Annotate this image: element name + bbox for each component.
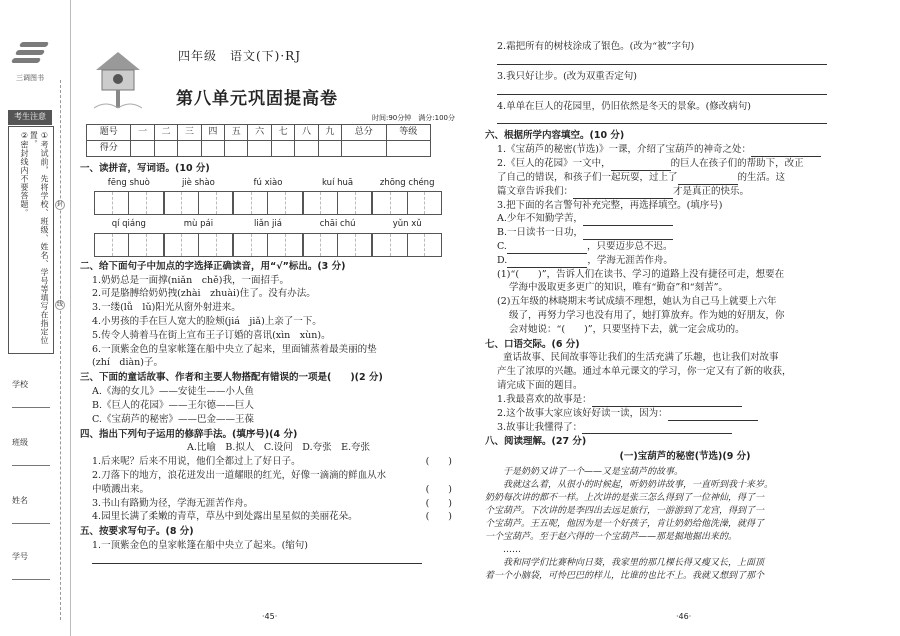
score-input-cell[interactable] <box>131 141 154 157</box>
publisher-logo <box>6 40 54 83</box>
tian-grid-cell[interactable] <box>338 233 372 257</box>
s6-item-1: 1.《宝葫芦的秘密(节选)》一课，介绍了宝葫芦的神奇之处： <box>497 144 885 157</box>
score-header-cell: 四 <box>201 125 224 141</box>
tian-grid-cell[interactable] <box>408 233 442 257</box>
binding-line <box>60 80 61 620</box>
tian-grid-cell[interactable] <box>199 191 233 215</box>
score-row-label: 得分 <box>87 141 131 157</box>
notice-title: 考生注意 <box>8 110 52 125</box>
rhetoric-item-text: 2.刀落下的地方，浪花迸发出一道耀眼的红光，好像一滴滴的鲜血从水 <box>92 469 387 481</box>
grade-subject: 四年级 语文(下)·RJ <box>178 49 302 63</box>
passage-line: 个宝葫芦。王五呢，他因为是一个好孩子，肯让奶奶给他洗澡，就得了 <box>485 519 765 530</box>
name-field[interactable]: 姓名 <box>12 496 52 524</box>
time-score-info: 时间:90分钟 满分:100分 <box>372 114 455 122</box>
word-writing-box[interactable] <box>233 233 303 257</box>
student-id-field[interactable]: 学号 <box>12 552 52 580</box>
choice-option[interactable]: C.《宝葫芦的秘密》——巴金——王葆 <box>92 413 254 425</box>
s7-q2: 2.这个故事大家应该好好读一读，因为： <box>497 408 885 421</box>
s7-paragraph: 童话故事、民间故事等让我们的生活充满了乐趣，也让我们对故事 <box>503 352 779 364</box>
rhetoric-item <box>92 484 452 497</box>
rhetoric-item <box>92 456 452 469</box>
answer-paren[interactable]: ( ) <box>425 497 452 509</box>
answer-paren[interactable]: ( ) <box>425 483 452 495</box>
tian-grid-cell[interactable] <box>303 233 338 257</box>
score-input-cell[interactable] <box>386 141 430 157</box>
writing-grid-row <box>94 233 442 257</box>
tian-grid-cell[interactable] <box>303 191 338 215</box>
exam-header <box>80 40 465 120</box>
score-header-cell: 七 <box>271 125 294 141</box>
rhetoric-item <box>92 511 452 524</box>
tian-grid-cell[interactable] <box>233 233 268 257</box>
tian-grid-cell[interactable] <box>164 233 199 257</box>
s6-item-2-cont: 了自己的错误，和孩子们一起玩耍，过上了 的生活。这 <box>497 171 786 183</box>
section-7-title: 七、口语交际。(6 分) <box>485 338 580 350</box>
pronunciation-item: 1.奶奶总是一面撑(niǎn chě)我，一面招手。 <box>92 274 289 286</box>
section-5-title: 五、按要求写句子。(8 分) <box>80 526 194 538</box>
score-header-cell: 六 <box>248 125 271 141</box>
fill-blank[interactable] <box>507 257 587 268</box>
quote-b: B.一日读书一日功， <box>497 227 885 240</box>
s6-q2: (2)五年级的林晓期末考试成绩不理想，她认为自己马上就要上六年 <box>497 296 777 308</box>
logo-swoosh-icon <box>10 40 50 72</box>
fill-blank[interactable] <box>573 188 673 199</box>
quote-a: A.少年不知勤学苦， <box>497 213 885 226</box>
pinyin-row <box>94 219 442 230</box>
tian-grid-cell[interactable] <box>372 191 407 215</box>
s7-q3: 3.故事让我懂得了： <box>497 422 885 435</box>
quote-d: D. ，学海无涯苦作舟。 <box>497 254 673 266</box>
answer-line[interactable] <box>497 117 827 124</box>
fill-blank[interactable] <box>592 396 742 407</box>
section-6-title: 六、根据所学内容填空。(10 分) <box>485 130 625 142</box>
choice-option[interactable]: A.《海的女儿》——安徒生——小人鱼 <box>92 386 254 398</box>
s6-q2-cont: 级了，再努力学习也没有用了，她打算放弃。作为她的好朋友，你 <box>509 310 785 321</box>
fill-blank[interactable] <box>583 215 673 226</box>
section-3-options <box>80 386 465 426</box>
passage-title: (一)宝葫芦的秘密(节选)(9 分) <box>619 451 751 463</box>
s6-item-2: 2.《巨人的花园》一文中， 的巨人在孩子们的帮助下，改正 <box>497 158 804 170</box>
tian-grid-cell[interactable] <box>94 233 129 257</box>
binding-strip <box>0 0 71 636</box>
s5-item-3: 3.我只好让步。(改为双重否定句) <box>497 70 637 82</box>
pinyin-label: kuí huā <box>322 177 354 188</box>
score-header-cell: 题号 <box>87 125 131 141</box>
s7-q1: 1.我最喜欢的故事是： <box>497 394 885 407</box>
tian-grid-cell[interactable] <box>94 191 129 215</box>
tian-grid-cell[interactable] <box>233 191 268 215</box>
fill-blank[interactable] <box>582 423 732 434</box>
score-input-cell[interactable] <box>271 141 294 157</box>
s6-q2-cont2: 会对她说：“( )”，只要坚持下去，就一定会成功的。 <box>509 323 745 335</box>
score-input-cell[interactable] <box>225 141 248 157</box>
word-writing-box[interactable] <box>164 233 234 257</box>
notice-box <box>8 126 54 354</box>
score-input-cell[interactable] <box>248 141 271 157</box>
pinyin-label: zhōng chéng <box>379 177 435 188</box>
pronunciation-item: 2.可是胳膊给奶奶拽(zhài zhuài)住了。没有办法。 <box>92 288 316 300</box>
word-writing-box[interactable] <box>303 191 373 215</box>
score-header-cell: 一 <box>131 125 154 141</box>
word-writing-box[interactable] <box>164 191 234 215</box>
fill-blank[interactable] <box>583 229 673 240</box>
score-input-cell[interactable] <box>342 141 386 157</box>
school-field[interactable]: 学校 <box>12 380 52 408</box>
notice-item-1: ①考试前，先将学校、班级、姓名、学号等填写在指定位置。 <box>29 131 49 345</box>
binding-mark: 线 <box>56 301 63 308</box>
pronunciation-item: (zhí diàn)子。 <box>92 357 163 369</box>
score-table-header-row <box>87 125 431 141</box>
pronunciation-item: 5.传令人骑着马在街上宣布王子订婚的喜讯(xìn xùn)。 <box>92 329 331 341</box>
answer-line[interactable] <box>497 88 827 95</box>
word-writing-box[interactable] <box>94 191 164 215</box>
class-field[interactable]: 班级 <box>12 438 52 466</box>
pinyin-label: jiè shào <box>181 177 215 188</box>
answer-line[interactable] <box>92 557 422 564</box>
passage-line: 我和同学们比赛种向日葵，我家里的那几棵长得又瘦又长，上面顶 <box>503 558 765 569</box>
pronunciation-item: 3.一缕(lǚ lǔ)阳光从窗外射进来。 <box>92 302 241 314</box>
answer-paren[interactable]: ( ) <box>425 456 452 468</box>
score-header-cell: 八 <box>295 125 318 141</box>
score-table <box>86 124 431 157</box>
passage-text <box>485 466 885 583</box>
answer-line[interactable] <box>497 58 827 65</box>
tian-grid-cell[interactable] <box>129 191 163 215</box>
tian-grid-cell[interactable] <box>129 233 163 257</box>
passage-line: …… <box>503 545 521 556</box>
fill-blank[interactable] <box>611 160 671 171</box>
rhetoric-item-text: 中喷溅出来。 <box>92 483 150 495</box>
tian-grid-cell[interactable] <box>199 233 233 257</box>
notice-item-2: ②密封线内不要答题。 <box>20 131 29 217</box>
section-8-title: 八、阅读理解。(27 分) <box>485 436 587 448</box>
score-input-cell[interactable] <box>201 141 224 157</box>
answer-paren[interactable]: ( ) <box>425 511 452 523</box>
word-writing-box[interactable] <box>303 233 373 257</box>
pronunciation-item: 6.一顶紫金色的皇家帐篷在船中央立了起来，里面铺蒸着最美丽的垫 <box>92 343 377 355</box>
s6-item-2-cont2: 篇文章告诉我们： 才是真正的快乐。 <box>497 185 750 197</box>
passage-line: 我就这么着，从很小的时候起，听奶奶讲故事，一直听到我十来岁。 <box>503 479 774 490</box>
choice-option[interactable]: B.《巨人的花园》——王尔德——巨人 <box>92 399 255 411</box>
s5-item-2: 2.霜把所有的树枝涂成了银色。(改为“被”字句) <box>497 41 695 52</box>
s6-item-3: 3.把下面的名言警句补充完整，再选择填空。(填序号) <box>497 199 723 211</box>
s5-item-4: 4.单单在巨人的花园里，仍旧依然是冬天的景象。(修改病句) <box>497 100 751 112</box>
pinyin-label: fēng shuò <box>107 177 150 188</box>
score-input-cell[interactable] <box>154 141 177 157</box>
rhetoric-item-text: 1.后来呢？后来不用说，他们全都过上了好日子。 <box>92 456 301 468</box>
quote-c: C. ，只要迈步总不迟。 <box>497 240 673 252</box>
word-writing-box[interactable] <box>94 233 164 257</box>
page-number-left: ·45· <box>262 612 278 621</box>
logo-text: 三调图书 <box>16 74 44 82</box>
pinyin-row <box>94 178 442 189</box>
rhetoric-item <box>92 470 452 483</box>
tian-grid-cell[interactable] <box>268 191 302 215</box>
page-title: 第八单元巩固提高卷 <box>176 89 338 109</box>
section-2-title: 二、给下面句子中加点的字选择正确读音，用“√”标出。(3 分) <box>80 260 346 272</box>
word-writing-box[interactable] <box>372 233 442 257</box>
pinyin-label: mù pái <box>183 219 214 230</box>
score-header-cell: 二 <box>154 125 177 141</box>
rhetoric-options: A.比喻 B.拟人 C.设问 D.夸张 E.夸张 <box>186 442 371 454</box>
passage-line: 着一个小脑袋，可怜巴巴的样儿，比谁的也比不上。我就又想到了那个 <box>485 571 765 582</box>
rhetoric-item <box>92 498 452 511</box>
section-4-items <box>80 456 465 524</box>
birdhouse-illustration-icon <box>92 48 144 110</box>
fill-blank[interactable] <box>507 243 587 254</box>
fill-blank[interactable] <box>678 174 738 185</box>
fill-blank[interactable] <box>668 410 758 421</box>
score-header-cell: 总分 <box>342 125 386 141</box>
tian-grid-cell[interactable] <box>408 191 442 215</box>
score-header-cell: 五 <box>225 125 248 141</box>
pinyin-label: fú xiào <box>253 177 283 188</box>
tian-grid-cell[interactable] <box>338 191 372 215</box>
section-3-title: 三、下面的童话故事、作者和主要人物搭配有错误的一项是( )(2 分) <box>80 372 383 384</box>
fill-blank[interactable] <box>751 146 821 157</box>
page-number-right: ·46· <box>676 612 692 621</box>
left-page <box>80 40 465 570</box>
score-table-score-row <box>87 141 431 157</box>
rhetoric-item-text: 3.书山有路勤为径，学海无涯苦作舟。 <box>92 497 254 509</box>
s7-paragraph-cont2: 请完成下面的题目。 <box>497 380 583 392</box>
tian-grid-cell[interactable] <box>268 233 302 257</box>
score-header-cell: 九 <box>318 125 341 141</box>
pronunciation-item: 4.小男孩的手在巨人宽大的脸颊(jiá jiǎ)上亲了一下。 <box>92 316 322 327</box>
binding-mark: 封 <box>56 201 63 208</box>
passage-line: 一个宝葫芦。至于赵六得的一个宝葫芦——那是掘地掘出来的。 <box>485 532 738 543</box>
s6-q1-cont: 学海中汲取更多更广的知识，唯有“勤奋”和“刻苦”。 <box>509 282 728 294</box>
rhetoric-item-text: 4.园里长满了柔嫩的青草，草丛中到处露出星星似的美丽花朵。 <box>92 511 358 523</box>
score-input-cell[interactable] <box>318 141 341 157</box>
word-writing-box[interactable] <box>372 191 442 215</box>
section-2-items <box>80 275 465 371</box>
section-4-title: 四、指出下列句子运用的修辞手法。(填序号)(4 分) <box>80 428 298 440</box>
score-header-cell: 等级 <box>386 125 430 141</box>
passage-line: 于是奶奶又讲了一个——又是宝葫芦的故事。 <box>503 466 684 477</box>
passage-line: 奶奶每次讲的都不一样。上次讲的是张三怎么得到了一位神仙，得了一 <box>485 493 765 504</box>
word-writing-box[interactable] <box>233 191 303 215</box>
pinyin-label: liǎn jiá <box>254 219 282 230</box>
s6-q1: (1)“( )”，告诉人们在读书、学习的道路上没有捷径可走，想要在 <box>497 268 785 280</box>
tian-grid-cell[interactable] <box>372 233 407 257</box>
score-input-cell[interactable] <box>178 141 201 157</box>
section-5-item-1: 1.一顶紫金色的皇家帐篷在船中央立了起来。(缩句) <box>92 540 308 551</box>
score-input-cell[interactable] <box>295 141 318 157</box>
score-header-cell: 三 <box>178 125 201 141</box>
right-page <box>485 40 885 583</box>
pinyin-label: chāi chú <box>319 219 356 230</box>
section-1-title: 一、读拼音，写词语。(10 分) <box>80 163 210 174</box>
tian-grid-cell[interactable] <box>164 191 199 215</box>
passage-line: 个宝葫芦。下次讲的是李四出去远足旅行，一游游到了龙宫，得到了一 <box>485 506 765 517</box>
pinyin-label: yǔn xǔ <box>392 219 422 230</box>
pinyin-label: qí qiáng <box>111 219 146 230</box>
writing-grid-row <box>94 191 442 215</box>
s7-paragraph-cont: 产生了浓厚的兴趣。通过本单元课文的学习，你一定又有了新的收获， <box>497 366 792 378</box>
